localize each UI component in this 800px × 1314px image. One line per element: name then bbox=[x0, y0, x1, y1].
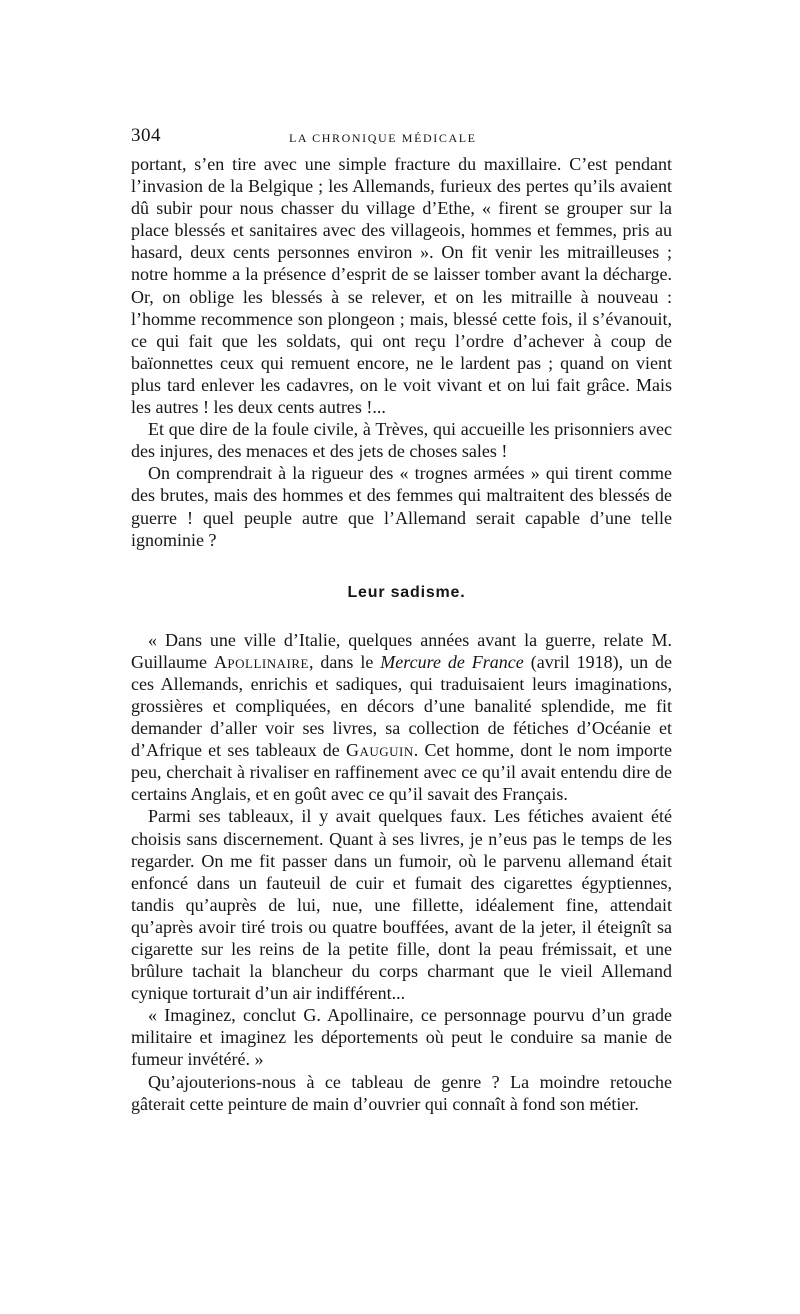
running-head bbox=[131, 125, 672, 153]
paragraph-continuation: portant, s’en tire avec une simple fracture du maxillaire. C’est pendant l’invasion de la Belgique ; les Allemands, furieux des pertes qu’ils avaient dû subir pour nous chasser du village d’Ethe, « firent se grouper sur la place blessés et sanitaires avec des villageois, hommes et femmes, pris au hasard, deux cents personnes environ ». On fit venir les mitrailleuses ; notre homme a la présence d’esprit de se laisser tomber avant la décharge. Or, on oblige les blessés à se relever, et on les mitraille à nouveau : l’homme recommence son plongeon ; mais, blessé cette fois, il s’évanouit, ce qui fait que les soldats, qui ont reçu l’ordre d’achever à coup de baïonnettes ceux qui remuent encore, ne le lardent pas ; quand on vient plus tard enlever les cadavres, on le voit vivant et on lui fait grâce. Mais les autres ! les deux cents autres !... bbox=[131, 154, 672, 418]
quote-text-part: (avril 1918), un de ces Allemands, enrichis et sadiques, qui traduisaient leurs imaginations, grossières et compliquées, en décors d’une banalité splendide, me fit demander d’aller voir ses livres, sa collection de fétiches d’Océanie et d’Afrique et ses tableaux de bbox=[131, 651, 673, 761]
journal-title: Mercure de France bbox=[380, 651, 524, 672]
paragraph-conclusion-quote: « Imaginez, conclut G. Apollinaire, ce personnage pourvu d’un grade militaire et imaginez les déportements où peut le conduire sa manie de fumeur invétéré. » bbox=[131, 1005, 672, 1070]
paragraph-tableaux: Parmi ses tableaux, il y avait quelques faux. Les fétiches avaient été choisis sans discernement. Quant à ses livres, je n’eus pas le temps de les regarder. On me fit passer dans un fumoir, où le parvenu allemand était enfoncé dans un fauteuil de cuir et fumait des cigarettes égyptiennes, tandis qu’auprès de lui, nue, une fillette, idéalement fine, attendait qu’après avoir tiré trois ou quatre bouffées, avant de la jeter, il éteignît sa cigarette sur les reins de la petite fille, dont la peau frémissait, et une brûlure tachait la blancheur du corps charmant que le vieil Allemand cynique torturait d’un air indifférent... bbox=[131, 806, 672, 1004]
book-page bbox=[131, 125, 672, 1115]
quote-text-part: « Dans une ville d’Italie, quelques années avant la guerre, relate M. Guillaume bbox=[131, 629, 672, 672]
painter-name: Gauguin bbox=[345, 740, 414, 761]
section-heading: Leur sadisme. bbox=[347, 583, 466, 601]
author-name: Apollinaire bbox=[213, 651, 309, 672]
paragraph-ignominie: On comprendrait à la rigueur des « trognes armées » qui tirent comme des brutes, mais des hommes et des femmes qui maltraitent des blessés de guerre ! quel peuple autre que l’Allemand serait capable d’une telle ignominie ? bbox=[131, 463, 672, 550]
quote-text-part: , dans le bbox=[308, 651, 381, 672]
page-number: 304 bbox=[131, 125, 161, 146]
paragraph-apollinaire-quote bbox=[131, 629, 672, 806]
paragraph-closing: Qu’ajouterions-nous à ce tableau de genre ? La moindre retouche gâterait cette peinture de main d’ouvrier qui connaît à fond son métier. bbox=[131, 1071, 672, 1114]
paragraph-treves: Et que dire de la foule civile, à Trèves, qui accueille les prisonniers avec des injures, des menaces et des jets de choses sales ! bbox=[131, 419, 672, 462]
running-head-title: LA CHRONIQUE MÉDICALE bbox=[289, 131, 477, 145]
quote-text-part: . Cet homme, dont le nom importe peu, cherchait à rivaliser en raffinement avec ce qu’il avait entendu dire de certains Anglais, et en goût avec ce qu’il savait des Français. bbox=[131, 740, 673, 805]
